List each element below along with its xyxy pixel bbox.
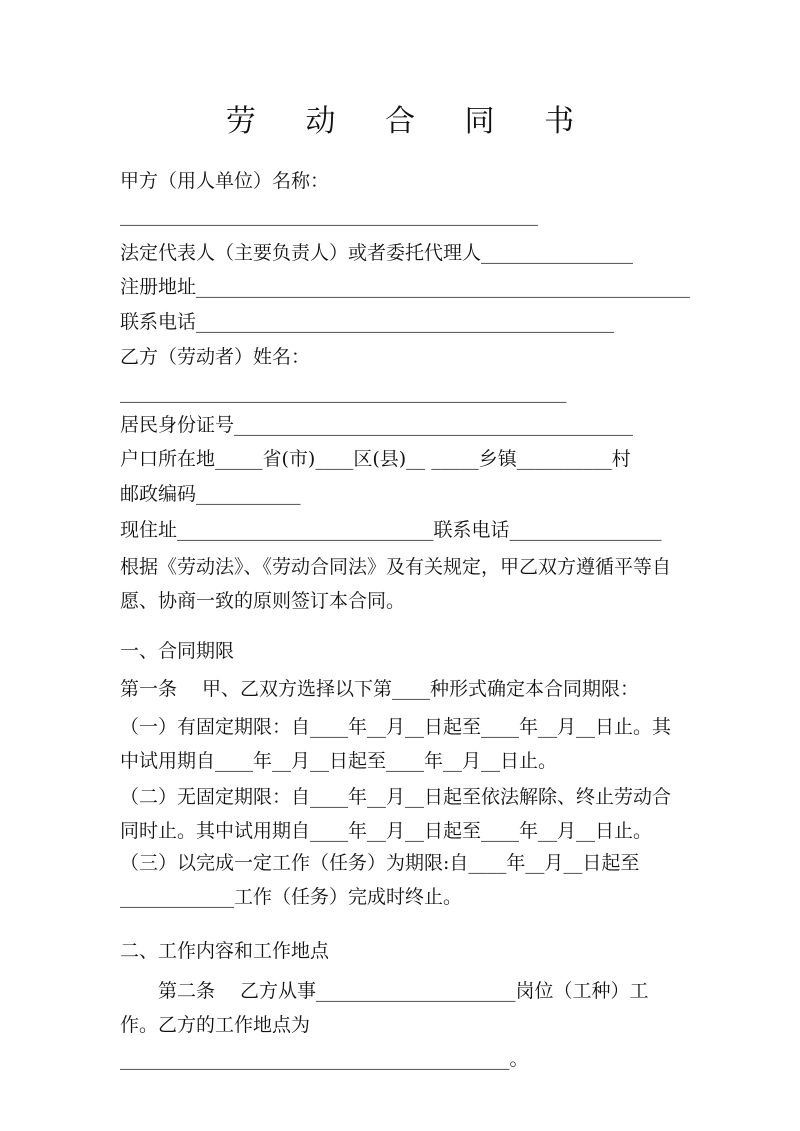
option-task-term: （三）以完成一定工作（任务）为期限:自____年__月__日起至	[120, 852, 640, 874]
legal-representative-line: 法定代表人（主要负责人）或者委托代理人________________	[120, 242, 634, 264]
current-address-line: 现住址___________________________联系电话________________	[120, 519, 662, 541]
employee-name-blank: _______________________________________________	[120, 381, 567, 403]
article-1: 第一条 甲、乙双方选择以下第____种形式确定本合同期限：	[120, 678, 640, 700]
preamble-paragraph: 根据《劳动法》、《劳动合同法》及有关规定，甲乙双方遵循平等自愿、协商一致的原则签订本合同。	[120, 556, 672, 612]
contract-title: 劳 动 合 同 书	[225, 104, 595, 139]
postal-code-line: 邮政编码___________	[120, 483, 301, 505]
section-1-heading: 一、合同期限	[120, 640, 235, 662]
registered-address-line: 注册地址____________________________________________________	[120, 276, 691, 298]
employer-name-blank: ____________________________________________	[120, 204, 538, 226]
option-task-term-end: ____________工作（任务）完成时终止。	[120, 886, 463, 908]
article-2: 第二条 乙方从事_____________________岗位（工种）工作。乙方的工作地点为_________________________________________。	[120, 980, 649, 1070]
employee-name-label: 乙方（劳动者）姓名：	[120, 346, 311, 368]
employer-name-label: 甲方（用人单位）名称：	[120, 170, 330, 192]
option-fixed-term: （一）有固定期限：自____年__月__日起至____年__月__日止。其中试用期自____年__月__日起至____年__月__日止。	[120, 716, 672, 772]
option-open-term: （二）无固定期限：自____年__月__日起至依法解除、终止劳动合同时止。其中试用期自____年__月__日起至____年__月__日止。	[120, 786, 672, 842]
household-registration-line: 户口所在地_____省(市)____区(县)__ _____乡镇__________村	[120, 448, 631, 470]
id-number-line: 居民身份证号__________________________________________	[120, 414, 634, 436]
employer-phone-line: 联系电话____________________________________________	[120, 311, 615, 333]
section-2-heading: 二、工作内容和工作地点	[120, 940, 330, 962]
